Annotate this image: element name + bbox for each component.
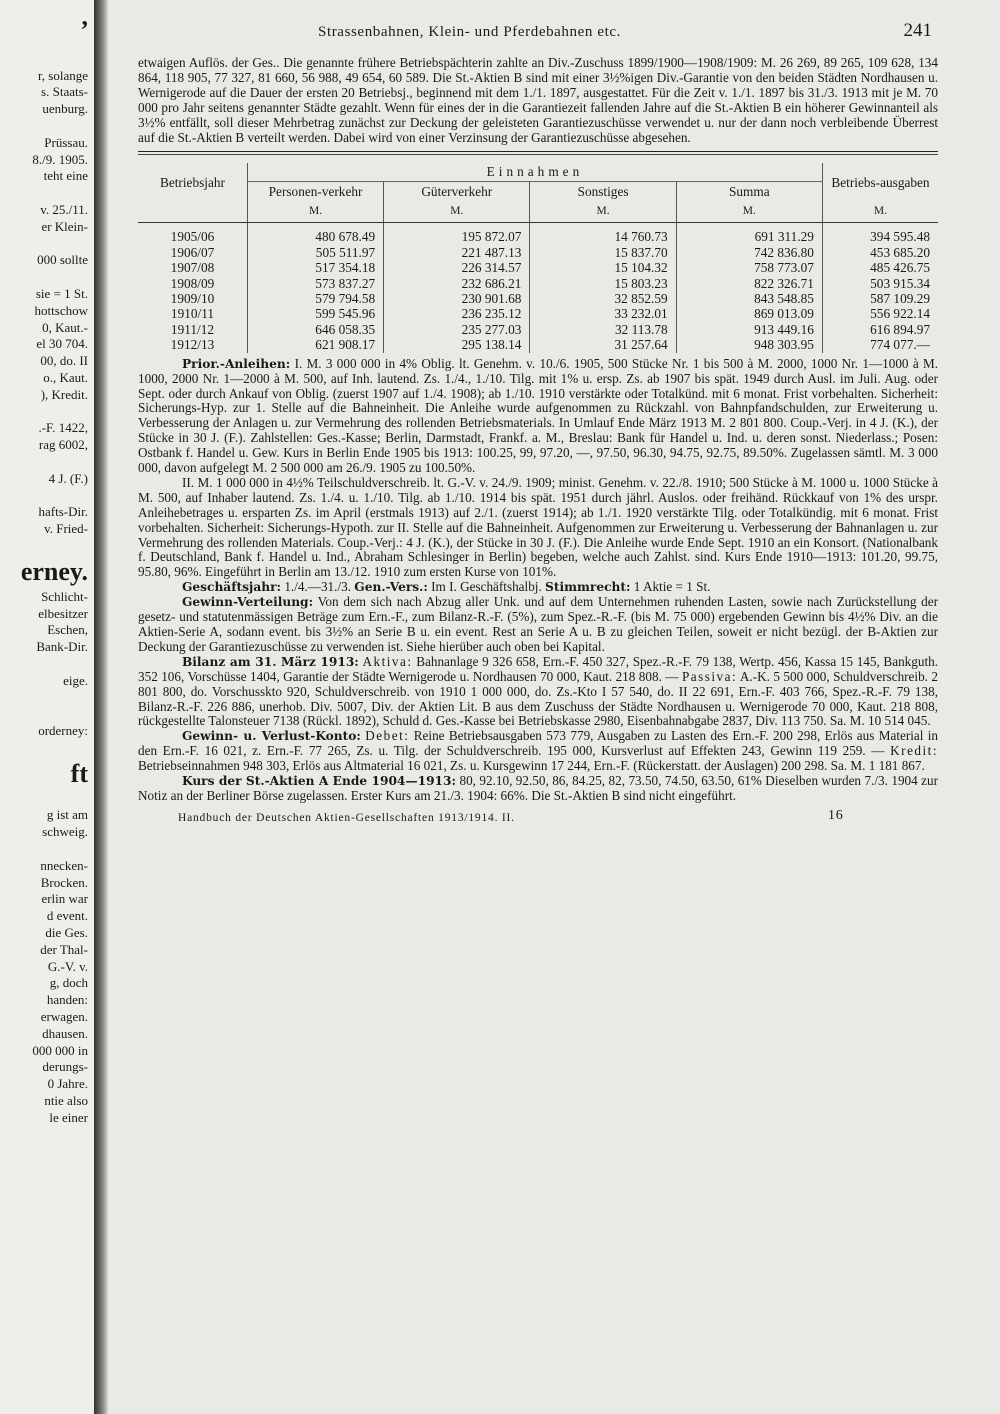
unit-cell: [138, 202, 247, 223]
gen-vers-label: Gen.-Vers.:: [354, 580, 428, 595]
gewinn-label: Gewinn-Verteilung:: [182, 595, 314, 610]
cell-gueter: 236 235.12: [384, 306, 530, 321]
adjacent-text-line: s. Staats-: [41, 84, 88, 100]
adjacent-text-line: teht eine: [43, 168, 88, 184]
cell-personen: 621 908.17: [247, 337, 383, 352]
adjacent-text-line: elbesitzer: [38, 605, 88, 621]
cell-sonstiges: 33 232.01: [530, 306, 676, 321]
adjacent-text-line: g ist am: [46, 807, 88, 823]
adjacent-text-line: derungs-: [42, 1059, 88, 1075]
page-footer: [138, 808, 938, 830]
prior-section-2: II. M. 1 000 000 in 4½% Teilschuldverschreib. lt. G.-V. v. 24./9. 1909; minist. Genehm. v. 22./8. 1910; 500 Stücke à M. 1000 u. 1000 Stücke à M. 500, auf Inhaber lautend. Zs. 1./4. u. 1./10. Tilg. ab 1./10. 1914 bis spät. 1951 durch jährl. Auslos. oder freihänd. Rückkauf von 1% des urspr. Anleihebetrages u. ersparten Zs. im April (erstmals 1913) auf 2./1. (zuerst 1914); ab 1./1. 1920 verstärkte Tilg. oder Totalkündig. mit 6 monat. Frist vorbehalten. Sicherheit: Sicherungs-Hypoth. zur II. Stelle auf die Bahneinheit. Aufgenommen zur Erweiterung u. Verbesserung der Bahnanlagen u. zur Vermehrung des rollenden Materials. Coup.-Verj.: 4 J. (K.), der Stücke in 30 J. (F.). Die Anleihe wurde Ende Sept. 1910 an ein Konsort. (Nationalbank f. Deutschland, Bank f. Handel u. Ind., Abraham Schlesinger in Berlin) begeben, welche auch Zahlst. sind. Kurs Ende 1910—1913: 101.20, 99.75, 95.80, 96%. Eingeführt in Berlin am 13./12. 1910 zum ersten Kurse von 101%.: [138, 474, 938, 580]
adjacent-text-line: [0, 689, 94, 706]
cell-year: 1910/11: [170, 306, 215, 322]
cell-year: 1912/13: [170, 337, 215, 353]
cell-sonstiges: 32 113.78: [530, 322, 676, 337]
cell-ausgaben: 394 595.48: [822, 223, 938, 245]
book-gutter: [94, 0, 108, 1414]
col-header-expenses: Betriebs-ausgaben: [822, 163, 938, 202]
cell-gueter: 235 277.03: [384, 322, 530, 337]
table-row: [138, 260, 938, 275]
adjacent-text-line: eige.: [63, 672, 88, 688]
geschaeftsjahr-label: Geschäftsjahr:: [182, 580, 282, 595]
cell-gueter: 230 901.68: [384, 291, 530, 306]
col-header-income: Einnahmen: [247, 163, 822, 182]
adjacent-text-line: [0, 740, 94, 757]
cell-year: 1905/06: [170, 229, 215, 245]
cell-summa: 822 326.71: [676, 276, 822, 291]
cell-sonstiges: 15 837.70: [530, 245, 676, 260]
adjacent-text-line: ft: [70, 758, 88, 788]
adjacent-text-line: 0 Jahre.: [47, 1076, 88, 1092]
stimmrecht-label: Stimmrecht:: [545, 580, 631, 595]
passiva-text: A.-K. 5 500 000, Schuldverschreib. 2 801 800, do. Vorschusskto 920, Schuldverschreib. von 1910 1 000 000, do. Zs.-Kto I 57 540, do. II 22 691, Ern.-F. 403 766, Spez.-R.-F. 79 138, Bilanz-R.-F. 226 886, unerhob. Div. 5007, Div. der Aktien Lit. B aus dem Zuschuss der Städte Nordhausen u. Wernigerode 70 000, Kaut. 218 808, rückgestellte Talonsteuer 7138 (Rückl. 1892), Schuld d. Ges.-Kasse bei Betriebskasse 2980, Eisenbahnabgabe 2837, Div. 113 750. Sa. M. 10 514 045.: [138, 668, 938, 729]
adjacent-text-line: Bank-Dir.: [36, 639, 88, 655]
page: [138, 14, 938, 830]
adjacent-text-line: 000 sollte: [37, 252, 88, 268]
adjacent-text-line: hottschow: [34, 302, 88, 318]
adjacent-text-line: [0, 841, 94, 858]
adjacent-text-line: g, doch: [49, 975, 88, 991]
cell-personen: 480 678.49: [247, 223, 383, 245]
cell-personen: 579 794.58: [247, 291, 383, 306]
divider: [138, 151, 938, 152]
adjacent-text-line: [0, 488, 94, 505]
cell-ausgaben: 587 109.29: [822, 291, 938, 306]
adjacent-text-line: [0, 791, 94, 808]
gewinn-section: [138, 595, 938, 655]
cell-ausgaben: 485 426.75: [822, 260, 938, 275]
unit-cell: M.: [822, 202, 938, 223]
cell-sonstiges: 31 257.64: [530, 337, 676, 352]
adjacent-text-line: el 30 704.: [36, 336, 88, 352]
table-row: [138, 276, 938, 291]
table-row: [138, 223, 938, 245]
adjacent-text-line: dhausen.: [42, 1025, 88, 1041]
adjacent-text-line: ), Kredit.: [40, 386, 88, 402]
adjacent-text-line: le einer: [49, 1109, 88, 1125]
bilanz-section: [138, 655, 938, 730]
cell-ausgaben: 556 922.14: [822, 306, 938, 321]
cell-summa: 758 773.07: [676, 260, 822, 275]
adjacent-text-line: er Klein-: [41, 218, 88, 234]
adjacent-text-line: der Thal-: [40, 941, 88, 957]
adjacent-text-line: hafts-Dir.: [38, 504, 88, 520]
unit-cell: M.: [247, 202, 383, 223]
adjacent-text-line: erwagen.: [40, 1009, 88, 1025]
guv-section: [138, 729, 938, 774]
guv-label: Gewinn- u. Verlust-Konto:: [182, 729, 361, 744]
adjacent-text-line: [0, 34, 94, 51]
adjacent-text-line: Eschen,: [47, 622, 88, 638]
adjacent-text-line: erney.: [20, 556, 88, 586]
col-header-year: Betriebsjahr: [159, 174, 225, 190]
unit-cell: M.: [530, 202, 676, 223]
adjacent-text-line: Brocken.: [40, 874, 88, 890]
cell-sonstiges: 14 760.73: [530, 223, 676, 245]
adjacent-text-line: ,: [81, 2, 88, 31]
adjacent-text-line: [0, 706, 94, 723]
cell-personen: 646 058.35: [247, 322, 383, 337]
cell-summa: 691 311.29: [676, 223, 822, 245]
table-row: [138, 337, 938, 352]
debet-label: Debet:: [365, 728, 410, 744]
cell-gueter: 232 686.21: [384, 276, 530, 291]
prior-label: Prior.-Anleihen:: [182, 356, 291, 371]
cell-summa: 843 548.85: [676, 291, 822, 306]
cell-summa: 913 449.16: [676, 322, 822, 337]
table-row: [138, 245, 938, 260]
adjacent-text-line: handen:: [46, 992, 88, 1008]
cell-personen: 599 545.96: [247, 306, 383, 321]
adjacent-text-line: [0, 236, 94, 253]
kurs-text: 80, 92.10, 92.50, 86, 84.25, 82, 73.50, 74.50, 63.50, 61% Dieselben wurden 7./3. 1904 zur Notiz an der Berliner Börse zugelassen. Erster Kurs am 21./3. 1904: 66%. Die St.-Aktien B sind nicht eingeführt.: [138, 773, 939, 803]
col-header-gueter: Güterverkehr: [384, 182, 530, 203]
cell-gueter: 226 314.57: [384, 260, 530, 275]
cell-gueter: 221 487.13: [384, 245, 530, 260]
adjacent-text-line: G.-V. v.: [47, 958, 88, 974]
cell-gueter: 295 138.14: [384, 337, 530, 352]
cell-summa: 948 303.95: [676, 337, 822, 352]
adjacent-text-line: ntie also: [44, 1093, 88, 1109]
cell-year: 1907/08: [170, 260, 215, 276]
kredit-label: Kredit:: [890, 743, 939, 759]
adjacent-text-line: r, solange: [37, 67, 88, 83]
aktiva-label: Aktiva:: [362, 653, 413, 669]
adjacent-text-line: [0, 51, 94, 68]
cell-sonstiges: 15 104.32: [530, 260, 676, 275]
aktiva-text: Bahnanlage 9 326 658, Ern.-F. 450 327, Spez.-R.-F. 79 138, Wertp. 456, Kassa 15 145, Bankguth. 352 106, Vorschüsse 1404, Garantie der Städte Wernigerode u. Nordhausen 70 000, Kaut. 218 808. —: [138, 653, 939, 684]
adjacent-text-line: rag 6002,: [38, 437, 88, 453]
table-row: [138, 306, 938, 321]
divider: [138, 154, 938, 155]
adjacent-text-line: erlin war: [41, 891, 88, 907]
cell-year: 1908/09: [170, 275, 215, 291]
adjacent-text-line: v. Fried-: [44, 521, 88, 537]
table-row: [138, 291, 938, 306]
footer-title: Handbuch der Deutschen Aktien-Gesellschaften 1913/1914. II.: [178, 811, 515, 824]
adjacent-text-line: nnecken-: [40, 857, 88, 873]
passiva-label: Passiva:: [681, 668, 738, 684]
adjacent-text-line: [0, 538, 94, 555]
revenue-table: [138, 163, 938, 352]
adjacent-text-line: v. 25./11.: [40, 201, 88, 217]
cell-sonstiges: 15 803.23: [530, 276, 676, 291]
cell-personen: 517 354.18: [247, 260, 383, 275]
adjacent-text-line: 00, do. II: [40, 353, 88, 369]
running-title: Strassenbahnen, Klein- und Pferdebahnen etc.: [318, 24, 621, 40]
page-number: 241: [903, 20, 932, 41]
cell-year: 1911/12: [170, 321, 215, 337]
unit-cell: M.: [676, 202, 822, 223]
gewinn-text: Von dem sich nach Abzug aller Unk. und auf dem Unternehmen ruhenden Lasten, sowie nach Zurückstellung der gesetz- und statutenmässigen Beträge zum Ern.-F., zum Bilanz-R.-F. (5%), zum Spez.-R.-F. (bis M. 75 000) ergebenden Gewinn bis 4½% Div. an die Aktien-Serie A, sodann event. bis 3½% an Serie B u. ein event. Rest an Serie A u. B zu gleichen Teilen, soweit er nicht bezügl. der B-Aktien zur Deckung der Garantiezuschüsse zu verwenden ist. Siehe hierüber auch oben bei Kapital.: [138, 594, 938, 654]
cell-personen: 573 837.27: [247, 276, 383, 291]
unit-cell: M.: [384, 202, 530, 223]
adjacent-text-line: 000 000 in: [32, 1042, 88, 1058]
cell-summa: 742 836.80: [676, 245, 822, 260]
adjacent-text-line: sie = 1 St.: [35, 285, 88, 301]
kurs-label: Kurs der St.-Aktien A Ende 1904—1913:: [182, 774, 457, 789]
col-header-personen: Personen-verkehr: [247, 182, 383, 203]
page-header: [138, 14, 938, 56]
debet-text: Reine Betriebsausgaben 573 779, Ausgaben zu Lasten des Ern.-F. 200 298, Erlös aus Material in den Ern.-F. 16 021, z. Ern.-F. 77 265, Zs. u. Tilg. der Schuldverschreib. 195 000, Kursverlust auf Effekten 243, Gewinn 119 259. —: [138, 728, 939, 759]
geschaeftsjahr-value: 1./4.—31./3.: [284, 579, 351, 595]
cell-sonstiges: 32 852.59: [530, 291, 676, 306]
signature-mark: 16: [828, 807, 844, 823]
adjacent-text-line: 4 J. (F.): [48, 470, 88, 486]
adjacent-text-line: o., Kaut.: [43, 369, 88, 385]
prior-text-1: I. M. 3 000 000 in 4% Oblig. lt. Genehm. v. 10./6. 1905, 500 Stücke Nr. 1 bis 500 à M. 2000, 1000 Nr. 1—1000 à M. 1000, 2000 Nr. 1—2000 à M. 500, auf Inh. lautend. Zs. 1./4., 1./10. Tilg. mit 1% u. ersp. Zs. ab 1907 bis spät. 1949 durch Ausl. im Juli. Aug. oder Sept. oder durch Ankauf von Oblig. (zuerst 1907 auf 1./4. 1908); ab 1./10. 1910 verstärkte oder Totalkünd. mit 6 monat. Frist vorbehalten. Sicherheit: Sicherungs-Hyp. zur 1. Stelle auf die Bahneinheit. Die Anleihe wurde aufgenommen zu Rückzahl. von Bahnpfandschulden, zur Erweiterung u. Verbesserung der Anlagen u. zur Vermehrung des rollenden Betriebsmaterials. In Umlauf Ende März 1913 M. 2 801 800. Coup.-Verj. in 4 J. (K.), der Stücke in 30 J. (F.). Zahlstellen: Ges.-Kasse; Berlin, Darmstadt, Frankf. a. M., Breslau: Bank für Handel u. Ind. u. deren sonst. Niederlass.; Posen: Ostbank f. Handel u. Gew. Kurs in Berlin Ende 1905 bis 1913: 100.25, 99, 97.20, —, 97.50, 96.30, 94.75, 92.75, 89.50%. Zugelassen sämtl. M. 3 000 000, davon aufgelegt M. 2 500 000 am 26./9. 1905 zu 100.50%.: [138, 355, 938, 476]
adjacent-text-line: [0, 118, 94, 135]
cell-ausgaben: 774 077.—: [822, 337, 938, 352]
adjacent-text-line: schweig.: [42, 824, 88, 840]
adjacent-text-line: [0, 454, 94, 471]
cell-ausgaben: 453 685.20: [822, 245, 938, 260]
cell-year: 1906/07: [170, 244, 215, 260]
adjacent-text-line: [0, 404, 94, 421]
kurs-section: [138, 774, 938, 804]
col-header-summa: Summa: [676, 182, 822, 203]
cell-personen: 505 511.97: [247, 245, 383, 260]
adjacent-text-line: 0, Kaut.-: [42, 319, 88, 335]
adjacent-text-line: Schlicht-: [41, 588, 88, 604]
gen-vers-value: Im I. Geschäftshalbj.: [431, 579, 542, 595]
adjacent-text-line: uenburg.: [42, 101, 88, 117]
adjacent-text-line: [0, 656, 94, 673]
col-header-sonstiges: Sonstiges: [530, 182, 676, 203]
prior-section: [138, 357, 938, 476]
adjacent-text-line: die Ges.: [45, 925, 88, 941]
cell-year: 1909/10: [170, 291, 215, 307]
adjacent-text-line: orderney:: [38, 723, 88, 739]
stimmrecht-value: 1 Aktie = 1 St.: [633, 579, 711, 595]
kredit-text: Betriebseinnahmen 948 303, Erlös aus Altmaterial 16 021, Zs. u. Kursgewinn 17 244, Ern.-F. (Rückerstatt. der Auslagen) 200 298. Sa. M. 1 181 867.: [138, 758, 925, 774]
geschaeft-section: [138, 580, 938, 595]
table-row: [138, 322, 938, 337]
bilanz-label: Bilanz am 31. März 1913:: [182, 654, 359, 669]
adjacent-text-line: [0, 269, 94, 286]
adjacent-text-line: 8./9. 1905.: [32, 151, 88, 167]
adjacent-text-line: [0, 185, 94, 202]
cell-summa: 869 013.09: [676, 306, 822, 321]
intro-paragraph: etwaigen Auflös. der Ges.. Die genannte frühere Betriebspächterin zahlte an Div.-Zuschuss 1899/1900—1908/1909: M. 26 269, 89 265, 109 628, 134 864, 118 905, 77 327, 81 660, 56 988, 49 654, 60 589. Die St.-Aktien B sind mit einer 3½%igen Div.-Garantie von den beiden Städten Nordhausen u. Wernigerode auf die Dauer der ersten 20 Betriebsj., beginnend mit dem 1./1. 1897, ausgestattet. Für die Zeit v. 1./1. 1897 bis 31./3. 1913 mit je M. 70 000 pro Jahr seitens genannter Städte gezahlt. Wenn für eines der in die Garantiezeit fallenden Jahre auf die St.-Aktien B ein höherer Gewinnanteil als 3½% entfällt, soll dieser Mehrbetrag zunächst zur Deckung der geleisteten Garantiezuschüsse verwendet u. nur der dann noch verbleibende Überrest auf die St.-Aktien B verteilt werden. Dabei wird von einer Verzinsung der Garantiezuschüsse abgesehen.: [138, 55, 938, 145]
cell-ausgaben: 616 894.97: [822, 322, 938, 337]
cell-gueter: 195 872.07: [384, 223, 530, 245]
adjacent-text-line: .-F. 1422,: [38, 420, 88, 436]
adjacent-text-line: Prüssau.: [44, 134, 88, 150]
adjacent-text-line: d event.: [46, 908, 88, 924]
cell-ausgaben: 503 915.34: [822, 276, 938, 291]
adjacent-page-column: [0, 0, 94, 1414]
